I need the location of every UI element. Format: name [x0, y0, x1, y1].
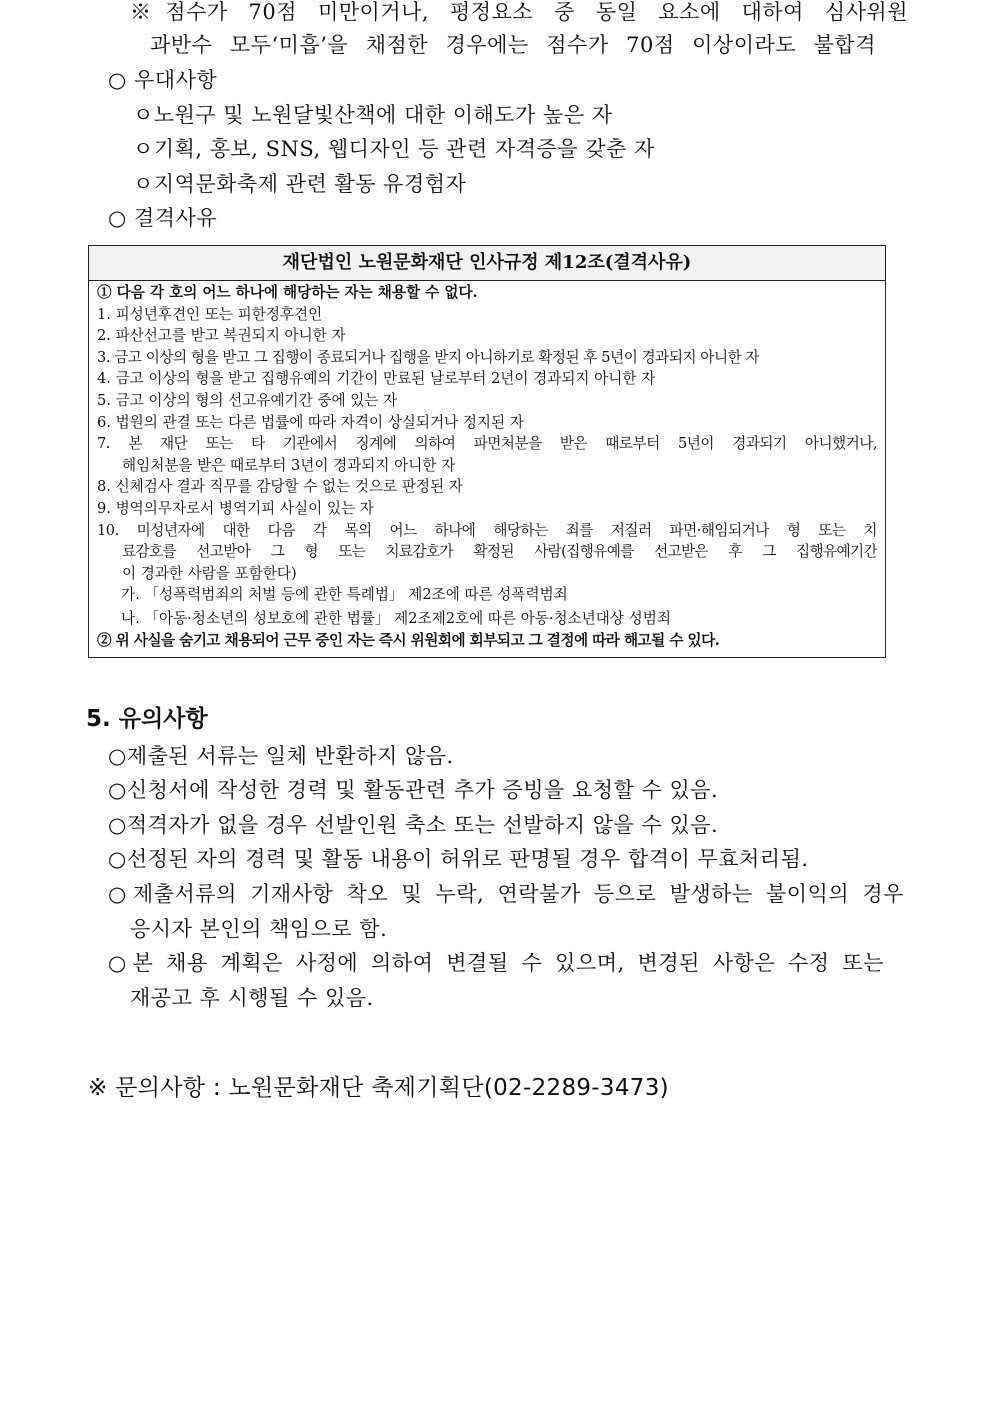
preference-item: ㅇ노원구 및 노원달빛산책에 대한 이해도가 높은 자: [133, 103, 613, 127]
notice-item: ○본 채용 계획은 사정에 의하여 변결될 수 있으며, 변경된 사항은 수정 또는: [108, 951, 884, 975]
regulation-item-10-line1: 10. 미성년자에 대한 다음 각 목의 어느 하나에 해당하는 죄를 저질러 파면·해임되거나 형 또는 치: [97, 521, 877, 539]
clause-2: ② 위 사실을 숨기고 채용되어 근무 중인 자는 즉시 위원회에 회부되고 그 결정에 따라 해고될 수 있다.: [97, 631, 720, 649]
score-note-line1: ※점수가 70점 미만이거나, 평정요소 중 동일 요소에 대하여 심사위원: [130, 0, 908, 24]
disqualification-heading: ○ 결격사유: [108, 206, 218, 230]
regulation-item-10-sub-b: 나. 「아동·청소년의 성보호에 관한 법률」 제2조제2호에 따른 아동·청소년대상 성범죄: [121, 609, 671, 627]
regulation-item-7-line2: 해임처분을 받은 때로부터 3년이 경과되지 아니한 자: [122, 456, 456, 474]
regulation-item-9: 9. 병역의무자로서 병역기피 사실이 있는 자: [97, 499, 374, 517]
notice-item: ○선정된 자의 경력 및 활동 내용이 허위로 판명될 경우 합격이 무효처리됨.: [108, 847, 809, 871]
preference-item: ㅇ기획, 홍보, SNS, 웹디자인 등 관련 자격증을 갖춘 자: [133, 137, 655, 161]
regulation-body: [89, 281, 885, 651]
regulation-item-10-line3: 이 경과한 사람을 포함한다): [122, 564, 297, 582]
regulation-item: 5. 금고 이상의 형의 선고유예기간 중에 있는 자: [97, 391, 398, 409]
regulation-item: 2. 파산선고를 받고 복권되지 아니한 자: [97, 327, 346, 345]
regulation-title: 재단법인 노원문화재단 인사규정 제12조(결격사유): [89, 246, 885, 281]
notice-item-continued: 응시자 본인의 책임으로 함.: [130, 917, 388, 941]
regulation-box: [88, 245, 886, 658]
regulation-item-8: 8. 신체검사 결과 직무를 감당할 수 없는 것으로 판정된 자: [97, 478, 463, 496]
contact-info: ※ 문의사항 : 노원문화재단 축제기획단(02-2289-3473): [88, 1075, 669, 1101]
score-note-line2: 과반수 모두‘미흡’을 채점한 경우에는 점수가 70점 이상이라도 불합격: [150, 33, 876, 57]
regulation-item-10-sub-a: 가. 「성폭력범죄의 처벌 등에 관한 특례법」 제2조에 따른 성폭력범죄: [121, 586, 568, 604]
notice-item: ○제출서류의 기재사항 착오 및 누락, 연락불가 등으로 발생하는 불이익의 경우: [108, 882, 904, 906]
regulation-item: 1. 피성년후견인 또는 피한정후견인: [97, 305, 323, 323]
preference-heading: ○ 우대사항: [108, 68, 218, 92]
regulation-item: 6. 법원의 관결 또는 다른 법률에 따라 자격이 상실되거나 정지된 자: [97, 413, 524, 431]
preference-item: ㅇ지역문화축제 관련 활동 유경험자: [133, 172, 467, 196]
notice-item: ○제출된 서류는 일체 반환하지 않음.: [108, 744, 454, 768]
regulation-item: 4. 금고 이상의 형을 받고 집행유예의 기간이 만료된 날로부터 2년이 경과되지 아니한 자: [97, 370, 656, 388]
notice-item: ○신청서에 작성한 경력 및 활동관련 추가 증빙을 요청할 수 있음.: [108, 778, 719, 802]
regulation-item: 3. 금고 이상의 형을 받고 그 집행이 종료되거나 집행을 받지 아니하기로 확정된 후 5년이 경과되지 아니한 자: [97, 348, 760, 366]
regulation-item-7-line1: 7. 본 재단 또는 타 기관에서 징계에 의하여 파면처분을 받은 때로부터 5년이 경과되기 아니했거나,: [97, 435, 877, 453]
notice-item-continued: 재공고 후 시행될 수 있음.: [130, 986, 374, 1010]
regulation-item-10-line2: 료감호를 선고받아 그 형 또는 치료감호가 확정된 사람(집행유예를 선고받은 후 그 집행유예기간: [122, 543, 877, 561]
section-5-title: 5. 유의사항: [86, 706, 208, 732]
clause-1: ① 다음 각 호의 어느 하나에 해당하는 자는 채용할 수 없다.: [97, 284, 478, 301]
notice-item: ○적격자가 없을 경우 선발인원 축소 또는 선발하지 않을 수 있음.: [108, 813, 719, 837]
